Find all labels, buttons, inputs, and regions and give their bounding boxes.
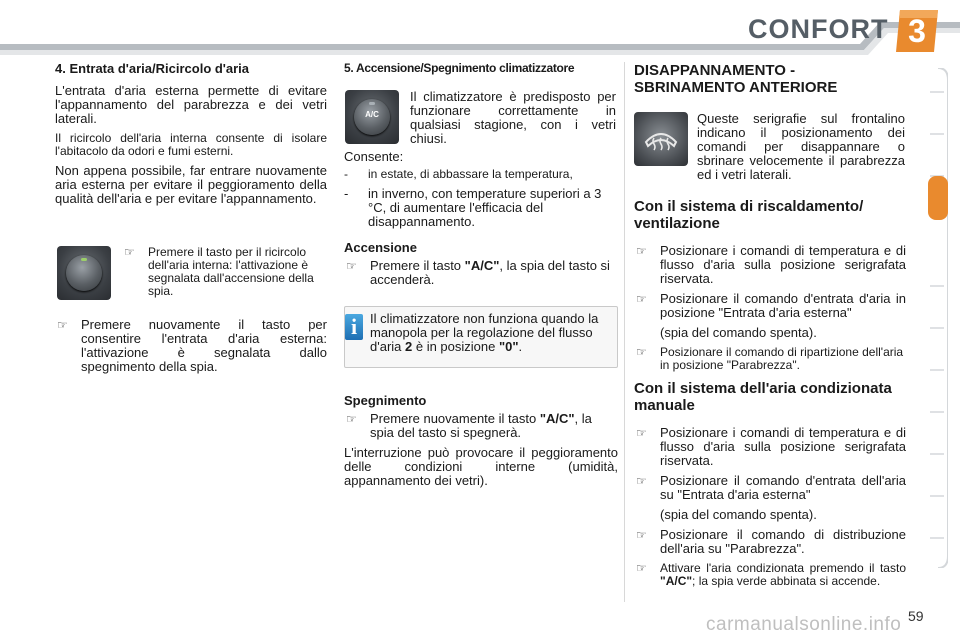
consente-label: Consente: xyxy=(344,149,404,164)
bullet-text: Premere nuovamente il tasto per consentire l'entrata d'aria esterna: l'attivazione è segnalata dallo spegnimento della spia. xyxy=(81,317,327,374)
chapter-number: 3 xyxy=(908,13,926,49)
finger-pointer-icon: ☞ xyxy=(346,412,357,426)
ac-key-label: "A/C" xyxy=(539,411,575,426)
bullet-text: Posizionare i comandi di temperatura e di flusso d'aria sulla posizione serigrafata riservata. xyxy=(660,243,906,286)
subheading-heating: Con il sistema di riscaldamento/ ventilazione xyxy=(634,198,864,232)
fresh-air-instruction xyxy=(55,318,327,380)
chapter-tabs xyxy=(928,68,948,568)
subheading-accensione: Accensione xyxy=(344,240,417,255)
paragraph: Non appena possibile, far entrare nuovamente aria esterna per evitare il peggioramento della qualità dell'aria e per evitare l'appannamento. xyxy=(55,163,327,206)
ac-button-icon xyxy=(345,90,399,144)
watermark: carmanualsonline.info xyxy=(706,614,902,635)
ac-off-section xyxy=(344,394,618,494)
bullet-text: , la spia del tasto si accenderà. xyxy=(370,258,610,287)
finger-pointer-icon: ☞ xyxy=(636,292,647,306)
note-text: (spia del comando spenta). xyxy=(660,507,817,522)
active-chapter-tab xyxy=(928,176,948,220)
bullet-text: Posizionare il comando di ripartizione dell'aria in posizione "Parabrezza". xyxy=(660,345,904,372)
recirculation-instruction xyxy=(122,246,328,304)
section-heading-defrost: DISAPPANNAMENTO - SBRINAMENTO ANTERIORE xyxy=(634,62,838,96)
defrost-heating-section xyxy=(634,198,906,378)
ac-key-label: "A/C" xyxy=(660,574,693,588)
bullet-text: Posizionare il comando di distribuzione dell'aria su "Parabrezza". xyxy=(660,527,906,556)
defrost-intro xyxy=(697,112,905,188)
column-defrost xyxy=(634,62,906,96)
paragraph: L'entrata d'aria esterna permette di evitare l'appannamento del parabrezza e dei vetri laterali. xyxy=(55,83,327,126)
ac-label: A/C xyxy=(365,110,379,119)
subheading-manual-ac: Con il sistema dell'aria condizionata manuale xyxy=(634,380,892,414)
info-note-text: Il climatizzatore non funziona quando la manopola per la regolazione del flusso d'aria 2 è in posizione "0". xyxy=(370,311,599,354)
dash-text: in inverno, con temperature superiori a 3 °C, di aumentare l'efficacia del disappannamento. xyxy=(368,186,602,229)
finger-pointer-icon: ☞ xyxy=(124,245,135,259)
ac-key-label: "A/C" xyxy=(464,258,500,273)
ac-intro xyxy=(410,90,616,152)
finger-pointer-icon: ☞ xyxy=(346,259,357,273)
ac-details: Consente: - in estate, di abbassare la temperatura, - in inverno, con temperature superiori a 3 °C, di aumentare l'efficacia del disappannamento. Accensione ☞ Premere il tasto "A/C", la spia del tasto si accenderà. xyxy=(344,150,618,293)
finger-pointer-icon: ☞ xyxy=(636,528,647,542)
note-text: (spia del comando spenta). xyxy=(660,325,817,340)
section-heading-ac: 5. Accensione/Spegnimento climatizzatore xyxy=(344,61,575,75)
page-title: CONFORT xyxy=(748,14,889,44)
finger-pointer-icon: ☞ xyxy=(636,426,647,440)
defrost-ac-section xyxy=(634,380,906,594)
finger-pointer-icon: ☞ xyxy=(636,244,647,258)
bullet-text: Posizionare i comandi di temperatura e di flusso d'aria sulla posizione serigrafata riservata. xyxy=(660,425,906,468)
column-ac xyxy=(344,62,618,83)
section-heading-air-intake: 4. Entrata d'aria/Ricircolo d'aria xyxy=(55,61,250,76)
recirculation-button-icon xyxy=(57,246,111,300)
bullet-text: Attivare l'aria condizionata premendo il tasto xyxy=(660,561,906,575)
bullet-text: ; la spia verde abbinata si accende. xyxy=(692,574,881,588)
paragraph: Il climatizzatore è predisposto per funzionare correttamente in qualsiasi stagione, con i vetri chiusi. xyxy=(410,89,616,146)
bullet-text: Premere nuovamente il tasto xyxy=(370,411,540,426)
bullet-text: Posizionare il comando d'entrata dell'aria su "Entrata d'aria esterna" xyxy=(660,473,906,502)
page-number: 59 xyxy=(908,608,924,624)
paragraph: L'interruzione può provocare il peggioramento delle condizioni interne (umidità, appannamento dei vetri). xyxy=(344,445,618,488)
bullet-text: , la spia del tasto si spegnerà. xyxy=(370,411,592,440)
column-divider xyxy=(624,62,625,602)
finger-pointer-icon: ☞ xyxy=(636,345,647,359)
subheading-spegnimento: Spegnimento xyxy=(344,393,427,408)
finger-pointer-icon: ☞ xyxy=(57,318,68,332)
bullet-text: Posizionare il comando d'entrata d'aria in posizione "Entrata d'aria esterna" xyxy=(660,291,906,320)
dash-text: in estate, di abbassare la temperatura, xyxy=(368,167,573,181)
column-air-intake xyxy=(55,62,327,212)
bullet-text: Premere il tasto xyxy=(370,258,465,273)
bullet-text: Premere il tasto per il ricircolo dell'aria interna: l'attivazione è segnalata dall'accensione della spia. xyxy=(148,245,314,298)
paragraph: Il ricircolo dell'aria interna consente di isolare l'abitacolo da odori e fumi esterni. xyxy=(55,131,327,158)
windscreen-defrost-icon xyxy=(634,112,688,166)
finger-pointer-icon: ☞ xyxy=(636,561,647,575)
finger-pointer-icon: ☞ xyxy=(636,474,647,488)
paragraph: Queste serigrafie sul frontalino indicano il posizionamento dei comandi per disappannare o sbrinare velocemente il parabrezza ed i vetri laterali. xyxy=(697,111,905,182)
info-icon: i xyxy=(345,314,363,340)
